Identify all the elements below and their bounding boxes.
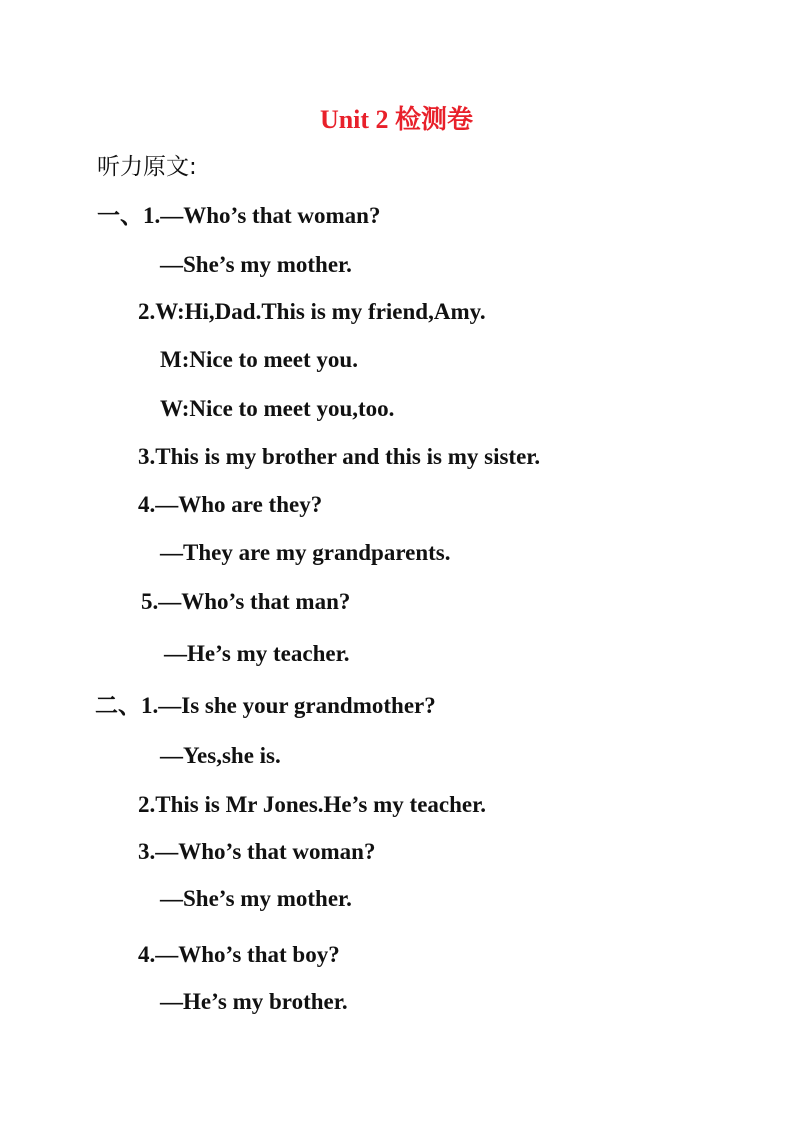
section-2-item-1-question: 二、1.—Is she your grandmother?: [95, 693, 436, 718]
section-1-item-2-line-3: W:Nice to meet you,too.: [160, 396, 395, 421]
section-1-item-4-answer: —They are my grandparents.: [160, 540, 451, 565]
section-2-item-4-answer: —He’s my brother.: [160, 989, 348, 1014]
section-2-item-2: 2.This is Mr Jones.He’s my teacher.: [138, 792, 486, 817]
section-1-item-4-question: 4.—Who are they?: [138, 492, 323, 517]
section-2-item-4-question: 4.—Who’s that boy?: [138, 942, 340, 967]
page-title: Unit 2 检测卷: [319, 105, 474, 134]
section-heading: 听力原文:: [97, 154, 197, 180]
section-1-item-1-answer: —She’s my mother.: [160, 252, 352, 277]
section-2-item-1-answer: —Yes,she is.: [160, 743, 281, 768]
section-2-item-3-answer: —She’s my mother.: [160, 886, 352, 911]
section-1-item-2-line-2: M:Nice to meet you.: [160, 347, 358, 372]
section-1-item-5-question: 5.—Who’s that man?: [141, 589, 351, 614]
section-1-item-3: 3.This is my brother and this is my sister.: [138, 444, 541, 469]
section-1-item-2-line-1: 2.W:Hi,Dad.This is my friend,Amy.: [138, 299, 486, 324]
section-2-item-3-question: 3.—Who’s that woman?: [138, 839, 376, 864]
section-1-item-1-question: 一、1.—Who’s that woman?: [97, 203, 381, 228]
section-1-item-5-answer: —He’s my teacher.: [164, 641, 350, 666]
